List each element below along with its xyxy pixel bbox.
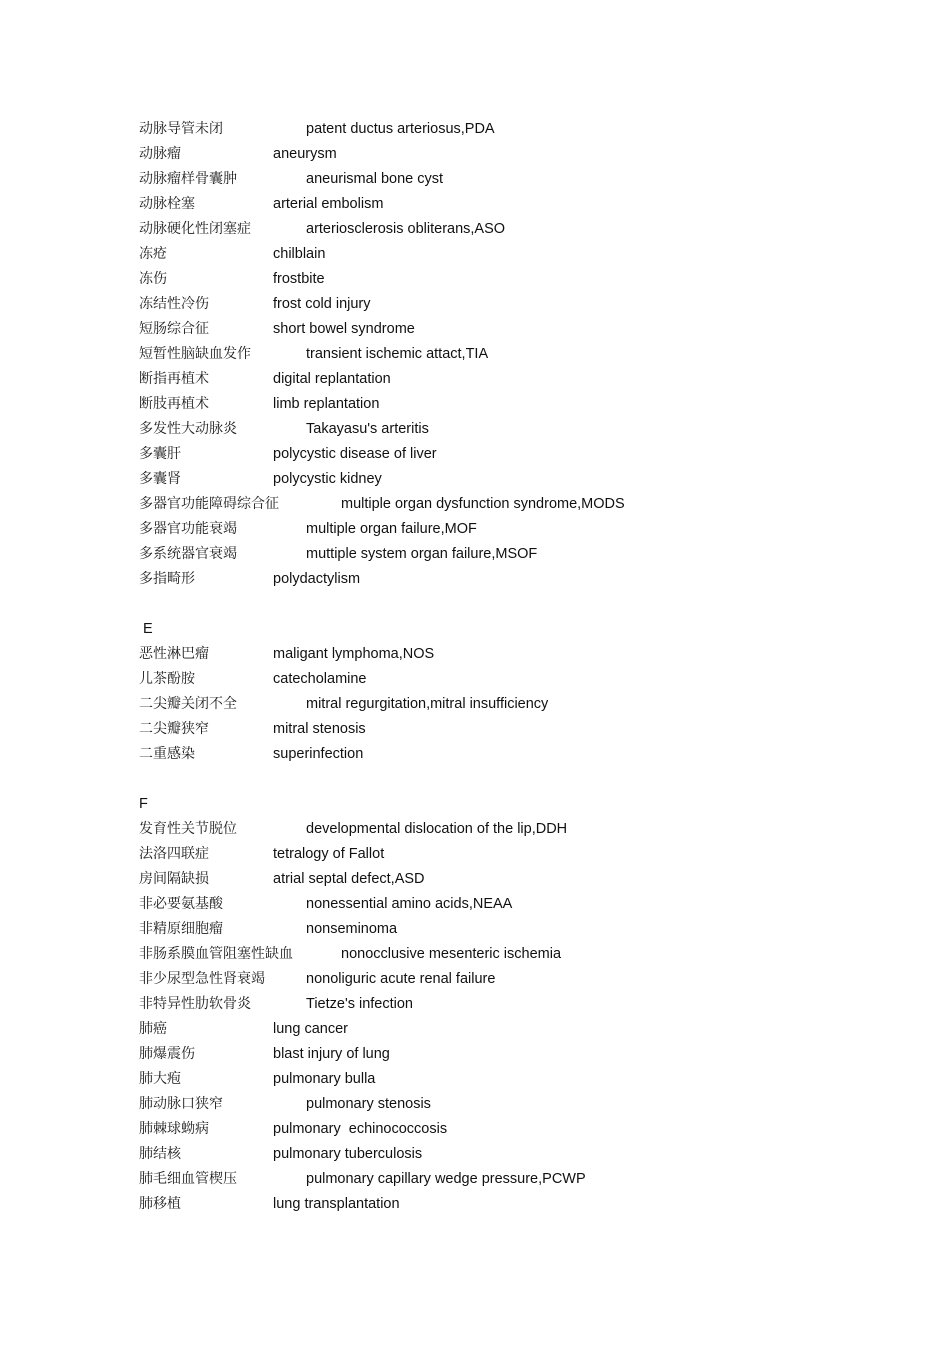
section-letter-heading: E [139, 621, 153, 637]
glossary-entry [139, 192, 890, 217]
glossary-entry [139, 467, 890, 492]
chinese-term: 法洛四联症 [139, 846, 209, 862]
glossary-entry [139, 717, 890, 742]
english-term: muttiple system organ failure,MSOF [306, 546, 538, 562]
chinese-term: 非少尿型急性肾衰竭 [139, 971, 265, 987]
chinese-term: 非必要氨基酸 [139, 896, 223, 912]
english-term: nonessential amino acids,NEAA [306, 896, 513, 912]
chinese-term: 短肠综合征 [139, 321, 209, 337]
chinese-term: 儿茶酚胺 [139, 671, 195, 687]
glossary-entry [139, 1067, 890, 1092]
glossary-entry [139, 1142, 890, 1167]
chinese-term: 发育性关节脱位 [139, 821, 237, 837]
glossary-entry [139, 242, 890, 267]
glossary-entry [139, 117, 890, 142]
english-term: superinfection [273, 746, 364, 762]
glossary-entry [139, 1092, 890, 1117]
section-spacer [139, 767, 890, 792]
chinese-term: 断肢再植术 [139, 396, 209, 412]
glossary-entry [139, 492, 890, 517]
glossary-entry [139, 392, 890, 417]
english-term: polydactylism [273, 571, 361, 587]
glossary-entry [139, 892, 890, 917]
english-term: multiple organ dysfunction syndrome,MODS [341, 496, 625, 512]
english-term: frost cold injury [273, 296, 371, 312]
english-term: pulmonary echinococcosis [273, 1121, 448, 1137]
chinese-term: 冻伤 [139, 271, 167, 287]
glossary-entry [139, 1117, 890, 1142]
glossary-entry [139, 317, 890, 342]
chinese-term: 非肠系膜血管阻塞性缺血 [139, 946, 293, 962]
glossary-entry [139, 667, 890, 692]
english-term: nonoliguric acute renal failure [306, 971, 496, 987]
glossary-entry [139, 942, 890, 967]
english-term: aneurismal bone cyst [306, 171, 444, 187]
english-term: maligant lymphoma,NOS [273, 646, 435, 662]
english-term: short bowel syndrome [273, 321, 415, 337]
english-term: lung cancer [273, 1021, 348, 1037]
chinese-term: 多囊肝 [139, 446, 181, 462]
chinese-term: 肺动脉口狭窄 [139, 1096, 223, 1112]
section-letter-heading: F [139, 796, 148, 812]
glossary-entry [139, 567, 890, 592]
chinese-term: 断指再植术 [139, 371, 209, 387]
english-term: Takayasu's arteritis [306, 421, 429, 437]
english-term: developmental dislocation of the lip,DDH [306, 821, 568, 837]
english-term: pulmonary capillary wedge pressure,PCWP [306, 1171, 586, 1187]
glossary-list [139, 117, 890, 1217]
section-spacer [139, 592, 890, 617]
english-term: frostbite [273, 271, 325, 287]
glossary-entry [139, 817, 890, 842]
english-term: limb replantation [273, 396, 380, 412]
glossary-entry [139, 292, 890, 317]
english-term: aneurysm [273, 146, 337, 162]
glossary-entry [139, 167, 890, 192]
chinese-term: 肺毛细血管楔压 [139, 1171, 237, 1187]
chinese-term: 动脉硬化性闭塞症 [139, 221, 251, 237]
chinese-term: 恶性淋巴瘤 [139, 646, 209, 662]
english-term: polycystic disease of liver [273, 446, 437, 462]
chinese-term: 冻疮 [139, 246, 167, 262]
chinese-term: 肺爆震伤 [139, 1046, 195, 1062]
chinese-term: 肺棘球蚴病 [139, 1121, 209, 1137]
glossary-entry [139, 992, 890, 1017]
glossary-entry [139, 142, 890, 167]
glossary-entry [139, 517, 890, 542]
glossary-entry [139, 1017, 890, 1042]
english-term: chilblain [273, 246, 326, 262]
chinese-term: 肺癌 [139, 1021, 167, 1037]
chinese-term: 冻结性冷伤 [139, 296, 209, 312]
chinese-term: 房间隔缺损 [139, 871, 209, 887]
english-term: mitral regurgitation,mitral insufficiency [306, 696, 549, 712]
english-term: nonocclusive mesenteric ischemia [341, 946, 562, 962]
glossary-entry [139, 417, 890, 442]
english-term: arteriosclerosis obliterans,ASO [306, 221, 506, 237]
chinese-term: 非特异性肋软骨炎 [139, 996, 251, 1012]
english-term: nonseminoma [306, 921, 398, 937]
glossary-entry [139, 917, 890, 942]
glossary-entry [139, 1042, 890, 1067]
english-term: arterial embolism [273, 196, 384, 212]
english-term: mitral stenosis [273, 721, 366, 737]
english-term: tetralogy of Fallot [273, 846, 385, 862]
english-term: patent ductus arteriosus,PDA [306, 121, 495, 137]
glossary-entry [139, 442, 890, 467]
chinese-term: 短暂性脑缺血发作 [139, 346, 251, 362]
english-term: atrial septal defect,ASD [273, 871, 425, 887]
english-term: pulmonary tuberculosis [273, 1146, 423, 1162]
glossary-entry [139, 217, 890, 242]
glossary-entry [139, 842, 890, 867]
glossary-entry [139, 267, 890, 292]
chinese-term: 动脉瘤 [139, 146, 181, 162]
chinese-term: 肺大疱 [139, 1071, 181, 1087]
english-term: digital replantation [273, 371, 391, 387]
glossary-entry [139, 342, 890, 367]
chinese-term: 肺移植 [139, 1196, 181, 1212]
chinese-term: 多器官功能障碍综合征 [139, 496, 279, 512]
glossary-entry [139, 367, 890, 392]
glossary-entry [139, 742, 890, 767]
chinese-term: 动脉栓塞 [139, 196, 195, 212]
glossary-entry [139, 642, 890, 667]
glossary-entry [139, 1192, 890, 1217]
chinese-term: 多发性大动脉炎 [139, 421, 237, 437]
english-term: multiple organ failure,MOF [306, 521, 477, 537]
english-term: Tietze's infection [306, 996, 414, 1012]
chinese-term: 动脉导管未闭 [139, 121, 223, 137]
chinese-term: 二尖瓣关闭不全 [139, 696, 237, 712]
chinese-term: 非精原细胞瘤 [139, 921, 223, 937]
chinese-term: 多囊肾 [139, 471, 181, 487]
chinese-term: 多系统器官衰竭 [139, 546, 237, 562]
chinese-term: 多指畸形 [139, 571, 195, 587]
chinese-term: 二重感染 [139, 746, 195, 762]
glossary-entry [139, 1167, 890, 1192]
chinese-term: 肺结核 [139, 1146, 181, 1162]
chinese-term: 二尖瓣狭窄 [139, 721, 209, 737]
english-term: pulmonary stenosis [306, 1096, 431, 1112]
chinese-term: 动脉瘤样骨囊肿 [139, 171, 237, 187]
glossary-entry [139, 692, 890, 717]
glossary-entry [139, 967, 890, 992]
english-term: polycystic kidney [273, 471, 382, 487]
glossary-entry [139, 542, 890, 567]
english-term: lung transplantation [273, 1196, 400, 1212]
english-term: catecholamine [273, 671, 367, 687]
chinese-term: 多器官功能衰竭 [139, 521, 237, 537]
english-term: pulmonary bulla [273, 1071, 376, 1087]
english-term: blast injury of lung [273, 1046, 390, 1062]
english-term: transient ischemic attact,TIA [306, 346, 489, 362]
glossary-entry [139, 867, 890, 892]
